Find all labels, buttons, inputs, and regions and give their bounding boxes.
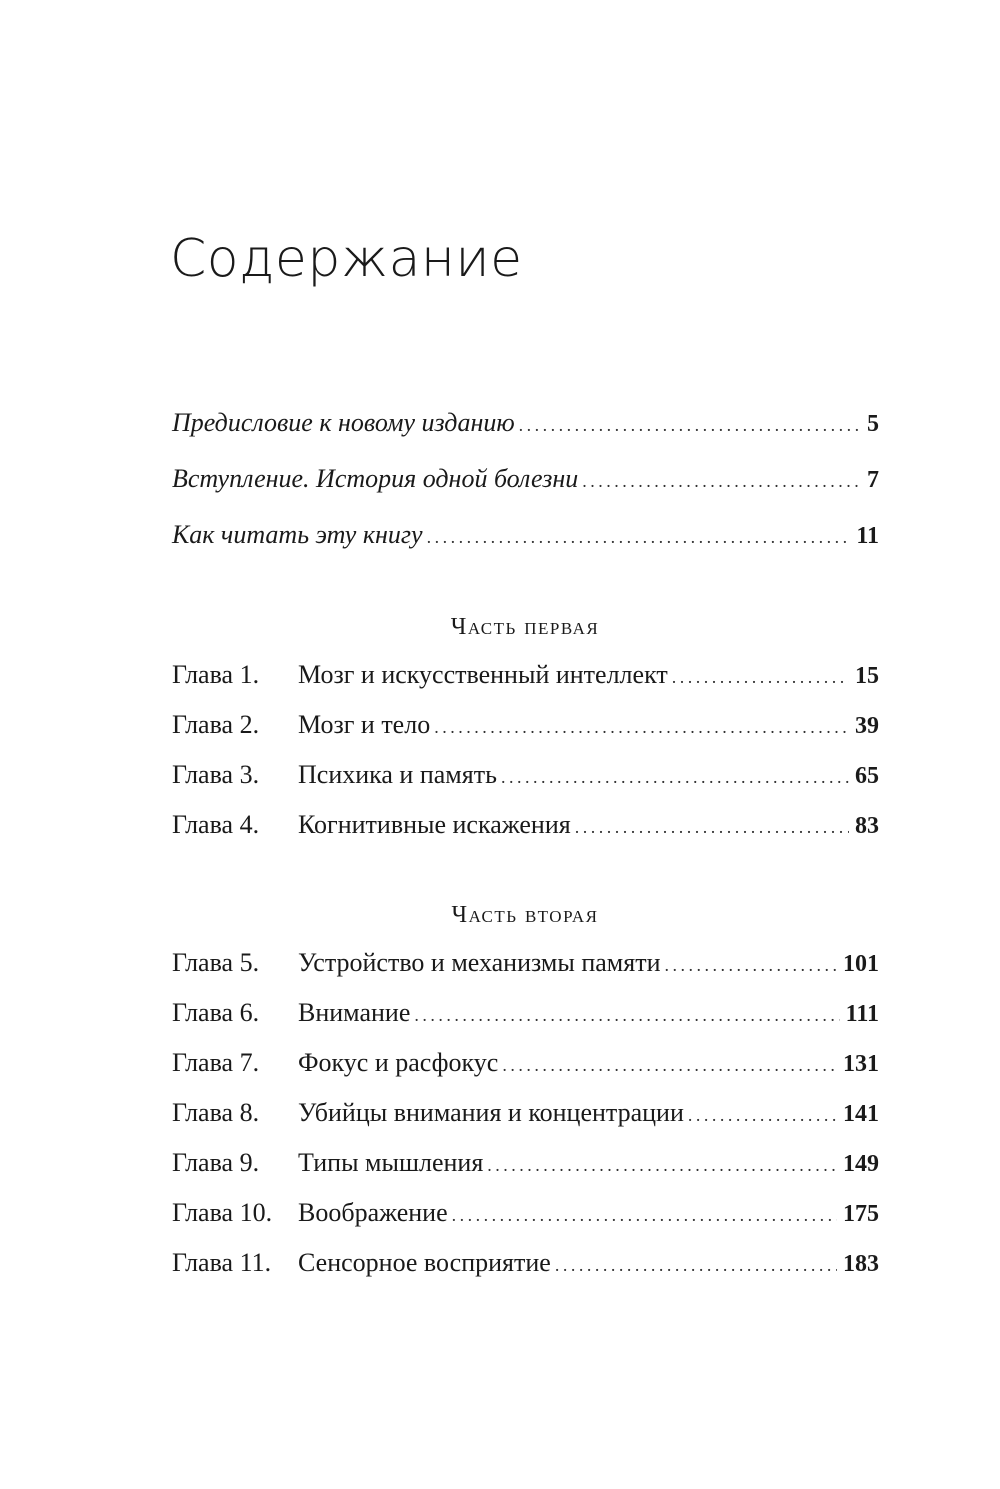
dot-leader	[575, 818, 849, 836]
toc-entry-title: Типы мышления	[298, 1148, 484, 1177]
chapter-label: Глава 6.	[172, 998, 260, 1027]
toc-entry[interactable]	[172, 662, 879, 688]
dot-leader	[502, 1056, 837, 1074]
toc-entry-page: 39	[855, 713, 879, 739]
chapter-label: Глава 11.	[172, 1248, 272, 1277]
dot-leader	[672, 668, 849, 686]
toc-entry-page: 5	[867, 411, 879, 437]
part-heading: Часть вторая	[451, 902, 599, 928]
dot-leader	[664, 956, 837, 974]
toc-entry-title: Убийцы внимания и концентрации	[298, 1098, 684, 1127]
toc-entry-page: 141	[843, 1101, 879, 1127]
toc-entry-page: 183	[843, 1251, 879, 1277]
toc-entry-title: Как читать эту книгу	[172, 520, 423, 549]
toc-entry[interactable]	[172, 1050, 879, 1076]
toc-entry-page: 15	[855, 663, 879, 689]
toc-entry-page: 149	[843, 1151, 879, 1177]
toc-entry[interactable]	[172, 522, 879, 548]
toc-entry-title: Предисловие к новому изданию	[172, 408, 515, 437]
toc-part-two	[172, 950, 879, 1276]
toc-entry-title: Мозг и тело	[298, 710, 431, 739]
toc-entry[interactable]	[172, 1150, 879, 1176]
chapter-label: Глава 10.	[172, 1198, 273, 1227]
toc-entry-title: Мозг и искусственный интеллект	[298, 660, 668, 689]
toc-entry-page: 111	[845, 1001, 879, 1027]
chapter-label: Глава 5.	[172, 948, 260, 977]
dot-leader	[487, 1156, 837, 1174]
toc-front-matter	[172, 410, 879, 548]
page-title: Содержание	[170, 229, 523, 289]
toc-entry-page: 11	[856, 523, 879, 549]
toc-entry[interactable]	[172, 712, 879, 738]
dot-leader	[582, 472, 861, 490]
chapter-label: Глава 1.	[172, 660, 260, 689]
toc-entry-title: Когнитивные искажения	[298, 810, 571, 839]
toc-part-one	[172, 662, 879, 838]
dot-leader	[414, 1006, 839, 1024]
chapter-label: Глава 8.	[172, 1098, 260, 1127]
toc-entry-title: Устройство и механизмы памяти	[298, 948, 661, 977]
toc-entry-page: 131	[843, 1051, 879, 1077]
toc-entry[interactable]	[172, 812, 879, 838]
toc-entry-page: 175	[843, 1201, 879, 1227]
toc-entry-page: 7	[867, 467, 879, 493]
toc-entry[interactable]	[172, 1250, 879, 1276]
dot-leader	[501, 768, 849, 786]
chapter-label: Глава 2.	[172, 710, 260, 739]
toc-entry[interactable]	[172, 1000, 879, 1026]
chapter-label: Глава 3.	[172, 760, 260, 789]
toc-entry-page: 83	[855, 813, 879, 839]
toc-entry-title: Психика и память	[298, 760, 497, 789]
dot-leader	[688, 1106, 837, 1124]
dot-leader	[555, 1256, 837, 1274]
toc-entry-title: Вступление. История одной болезни	[172, 464, 579, 493]
toc-entry-title: Воображение	[298, 1198, 448, 1227]
toc-entry-page: 101	[843, 951, 879, 977]
toc-entry[interactable]	[172, 1200, 879, 1226]
chapter-label: Глава 4.	[172, 810, 260, 839]
dot-leader	[519, 416, 861, 434]
dot-leader	[434, 718, 849, 736]
toc-entry[interactable]	[172, 410, 879, 436]
part-heading: Часть первая	[450, 614, 600, 640]
toc-entry-page: 65	[855, 763, 879, 789]
toc-entry[interactable]	[172, 466, 879, 492]
toc-entry-title: Внимание	[298, 998, 411, 1027]
dot-leader	[452, 1206, 837, 1224]
dot-leader	[427, 528, 851, 546]
toc-entry-title: Сенсорное восприятие	[298, 1248, 551, 1277]
toc-entry-title: Фокус и расфокус	[298, 1048, 499, 1077]
chapter-label: Глава 9.	[172, 1148, 260, 1177]
toc-entry[interactable]	[172, 1100, 879, 1126]
chapter-label: Глава 7.	[172, 1048, 260, 1077]
toc-entry[interactable]	[172, 762, 879, 788]
toc-entry[interactable]	[172, 950, 879, 976]
